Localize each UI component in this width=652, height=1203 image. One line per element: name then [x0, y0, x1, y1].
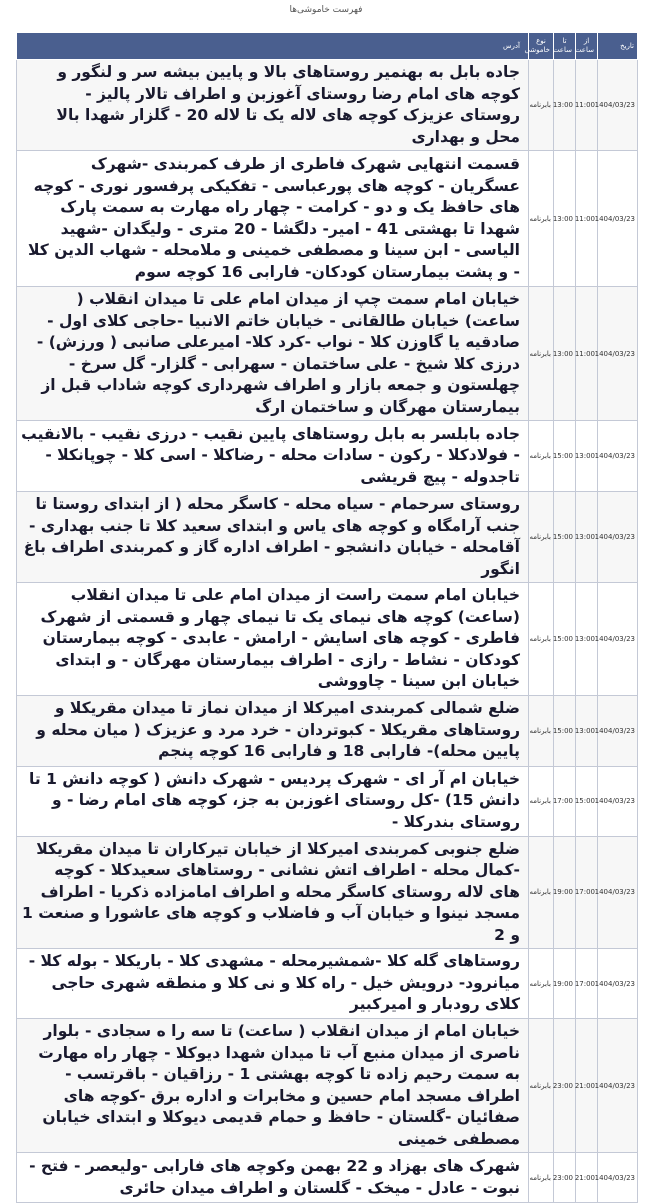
page-title: فهرست خاموشی‌ها	[289, 5, 363, 15]
cell-to-time: 13:00	[554, 151, 576, 287]
cell-from-time: 11:00	[576, 60, 598, 151]
cell-date: 1404/03/23	[598, 492, 638, 583]
table-row	[17, 60, 638, 151]
cell-from-time: 13:00	[576, 695, 598, 766]
cell-to-time: 19:00	[554, 949, 576, 1019]
cell-from-time: 21:00	[576, 1019, 598, 1153]
cell-address: ضلع جنوبی کمربندی امیرکلا از خیابان تیرکاران تا میدان مقریکلا -کمال محله - اطراف اتش نشانی - روستاهای سعیدکلا - کوچه های لاله روستای کاسگر محله و اطراف امامزاده ذکریا - اطراف مسجد نینوا و خیابان آب و فاضلاب و کوچه های عاشورا و صنعت 1 و 2	[17, 836, 529, 949]
table-header-row	[17, 33, 638, 60]
cell-to-time: 15:00	[554, 583, 576, 696]
table-row	[17, 766, 638, 836]
cell-address: روستاهای گله کلا -شمشیرمحله - مشهدی کلا - باریکلا - بوله کلا - میانرود- درویش خیل - راه کلا و نی کلا و منطقه شهری حاجی کلای رودبار و امیرکبیر	[17, 949, 529, 1019]
outage-table	[16, 32, 638, 1203]
cell-to-time: 13:00	[554, 287, 576, 421]
table-row	[17, 492, 638, 583]
table-row	[17, 1153, 638, 1203]
cell-date: 1404/03/23	[598, 949, 638, 1019]
cell-address: خیابان امام سمت راست از میدان امام علی تا میدان انقلاب (ساعت) کوچه های نیمای یک تا نیمای چهار و قسمتی از شهرک فاطری - کوچه های اسایش - ارامش - عابدی - کوچه بیمارستان کودکان - نشاط - رازی - اطراف بیمارستان مهرگان - و ابتدای خیابان ابن سینا - چاووشی	[17, 583, 529, 696]
cell-from-time: 17:00	[576, 836, 598, 949]
table-row	[17, 583, 638, 696]
table-row	[17, 1019, 638, 1153]
cell-outage-type: بابرنامه	[529, 1019, 554, 1153]
table-row	[17, 287, 638, 421]
cell-address: قسمت انتهایی شهرک فاطری از طرف کمربندی -شهرک عسگریان - کوچه های پورعباسی - تفکیکی پرفسور نوری - کوچه های حافظ یک و دو - کرامت - چهار راه مهارت به سمت پارک شهدا تا بهشتی 41 - امیر- دلگشا - 20 متری - ولیگدان -شهید الیاسی - ابن سینا و مصطفی خمینی و ملامحله - شهاب الدین کلا - و پشت بیمارستان کودکان- فارابی 16 کوچه سوم	[17, 151, 529, 287]
cell-outage-type: بابرنامه	[529, 695, 554, 766]
column-header-outage-type[interactable]: نوع خاموشی	[529, 33, 554, 60]
cell-to-time: 17:00	[554, 766, 576, 836]
cell-date: 1404/03/23	[598, 60, 638, 151]
cell-date: 1404/03/23	[598, 421, 638, 492]
cell-address: جاده بابل به بهنمیر روستاهای بالا و پایین بیشه سر و لنگور و کوچه های امام رضا روستای آغوزبن و اطراف تالار پالیز - روستای عزیزک کوچه های لاله یک تا لاله 20 - گلزار شهدا بالا محل و بهداری	[17, 60, 529, 151]
cell-from-time: 11:00	[576, 287, 598, 421]
column-header-address[interactable]: آدرس	[17, 33, 529, 60]
cell-address: روستای سرحمام - سیاه محله - کاسگر محله ( از ابتدای روستا تا جنب آرامگاه و کوچه های یاس و ابتدای سعید کلا تا جنب بهداری - آقامحله - خیابان دانشجو - اطراف اداره گاز و کمربندی اطراف باغ انگور	[17, 492, 529, 583]
cell-date: 1404/03/23	[598, 836, 638, 949]
cell-date: 1404/03/23	[598, 1019, 638, 1153]
cell-date: 1404/03/23	[598, 1153, 638, 1203]
cell-from-time: 17:00	[576, 949, 598, 1019]
cell-to-time: 23:00	[554, 1019, 576, 1153]
table-row	[17, 421, 638, 492]
cell-from-time: 21:00	[576, 1153, 598, 1203]
cell-date: 1404/03/23	[598, 151, 638, 287]
column-header-to-time[interactable]: تا ساعت	[554, 33, 576, 60]
cell-outage-type: بابرنامه	[529, 287, 554, 421]
cell-outage-type: بابرنامه	[529, 151, 554, 287]
cell-to-time: 13:00	[554, 60, 576, 151]
cell-date: 1404/03/23	[598, 583, 638, 696]
cell-address: خیابان ام آر ای - شهرک پردیس - شهرک دانش ( کوچه دانش 1 تا دانش 15) -کل روستای اغوزبن به جز، کوچه های امام رضا - و روستای بندرکلا -	[17, 766, 529, 836]
cell-date: 1404/03/23	[598, 287, 638, 421]
cell-from-time: 11:00	[576, 151, 598, 287]
cell-to-time: 23:00	[554, 1153, 576, 1203]
table-row	[17, 151, 638, 287]
column-header-date[interactable]: تاریخ	[598, 33, 638, 60]
cell-to-time: 19:00	[554, 836, 576, 949]
cell-to-time: 15:00	[554, 421, 576, 492]
cell-date: 1404/03/23	[598, 695, 638, 766]
cell-outage-type: بابرنامه	[529, 492, 554, 583]
cell-to-time: 15:00	[554, 695, 576, 766]
page-header	[0, 0, 652, 28]
cell-address: خیابان امام سمت چپ از میدان امام علی تا میدان انقلاب ( ساعت) خیابان طالقانی - خیابان خاتم الانبیا -حاجی کلای اول - صادقیه یا گاوزن کلا - نواب -کرد کلا- امیرعلی صانبی ( ورزش) - درزی کلا شیخ - علی ساختمان - سهرابی - گلزار- گل سرخ - چهلستون و جمعه بازار و اطراف شهرداری کوچه شاداب قبل از بیمارستان مهرگان و ساختمان ارگ	[17, 287, 529, 421]
cell-address: جاده بابلسر به بابل روستاهای پایین نقیب - درزی نقیب - بالانقیب - فولادکلا - رکون - سادات محله - رضاکلا - اسی کلا - چوپانکلا - تاجدوله - پیچ قریشی	[17, 421, 529, 492]
table-row	[17, 836, 638, 949]
cell-outage-type: بابرنامه	[529, 836, 554, 949]
cell-from-time: 15:00	[576, 766, 598, 836]
column-header-from-time[interactable]: از ساعت	[576, 33, 598, 60]
table-row	[17, 949, 638, 1019]
cell-outage-type: بابرنامه	[529, 583, 554, 696]
cell-address: شهرک های بهزاد و 22 بهمن وکوچه های فارابی -ولیعصر - فتح - نبوت - عادل - میخک - گلستان و اطراف میدان حائری	[17, 1153, 529, 1203]
cell-outage-type: بابرنامه	[529, 60, 554, 151]
cell-from-time: 13:00	[576, 583, 598, 696]
cell-from-time: 13:00	[576, 492, 598, 583]
cell-outage-type: بابرنامه	[529, 421, 554, 492]
cell-outage-type: بابرنامه	[529, 766, 554, 836]
cell-date: 1404/03/23	[598, 766, 638, 836]
cell-to-time: 15:00	[554, 492, 576, 583]
cell-outage-type: بابرنامه	[529, 1153, 554, 1203]
cell-address: خیابان امام از میدان انقلاب ( ساعت) تا سه را ه سجادی - بلوار ناصری از میدان منبع آب تا میدان شهدا دیوکلا - چهار راه مهارت به سمت رحیم زاده تا کوچه بهشتی 1 - رزاقیان - باقرتسب - اطراف مسجد امام حسین و مخابرات و اداره برق -کوچه های صفائیان -گلستان - حافظ و حمام قدیمی دیوکلا و ابتدای خیابان مصطفی خمینی	[17, 1019, 529, 1153]
cell-address: ضلع شمالی کمربندی امیرکلا از میدان نماز تا میدان مقریکلا و روستاهای مقریکلا - کبوتردان - خرد مرد و عزیزک ( میان محله و پایین محله)- فارابی 18 و فارابی 16 کوچه پنجم	[17, 695, 529, 766]
cell-from-time: 13:00	[576, 421, 598, 492]
cell-outage-type: بابرنامه	[529, 949, 554, 1019]
table-row	[17, 695, 638, 766]
